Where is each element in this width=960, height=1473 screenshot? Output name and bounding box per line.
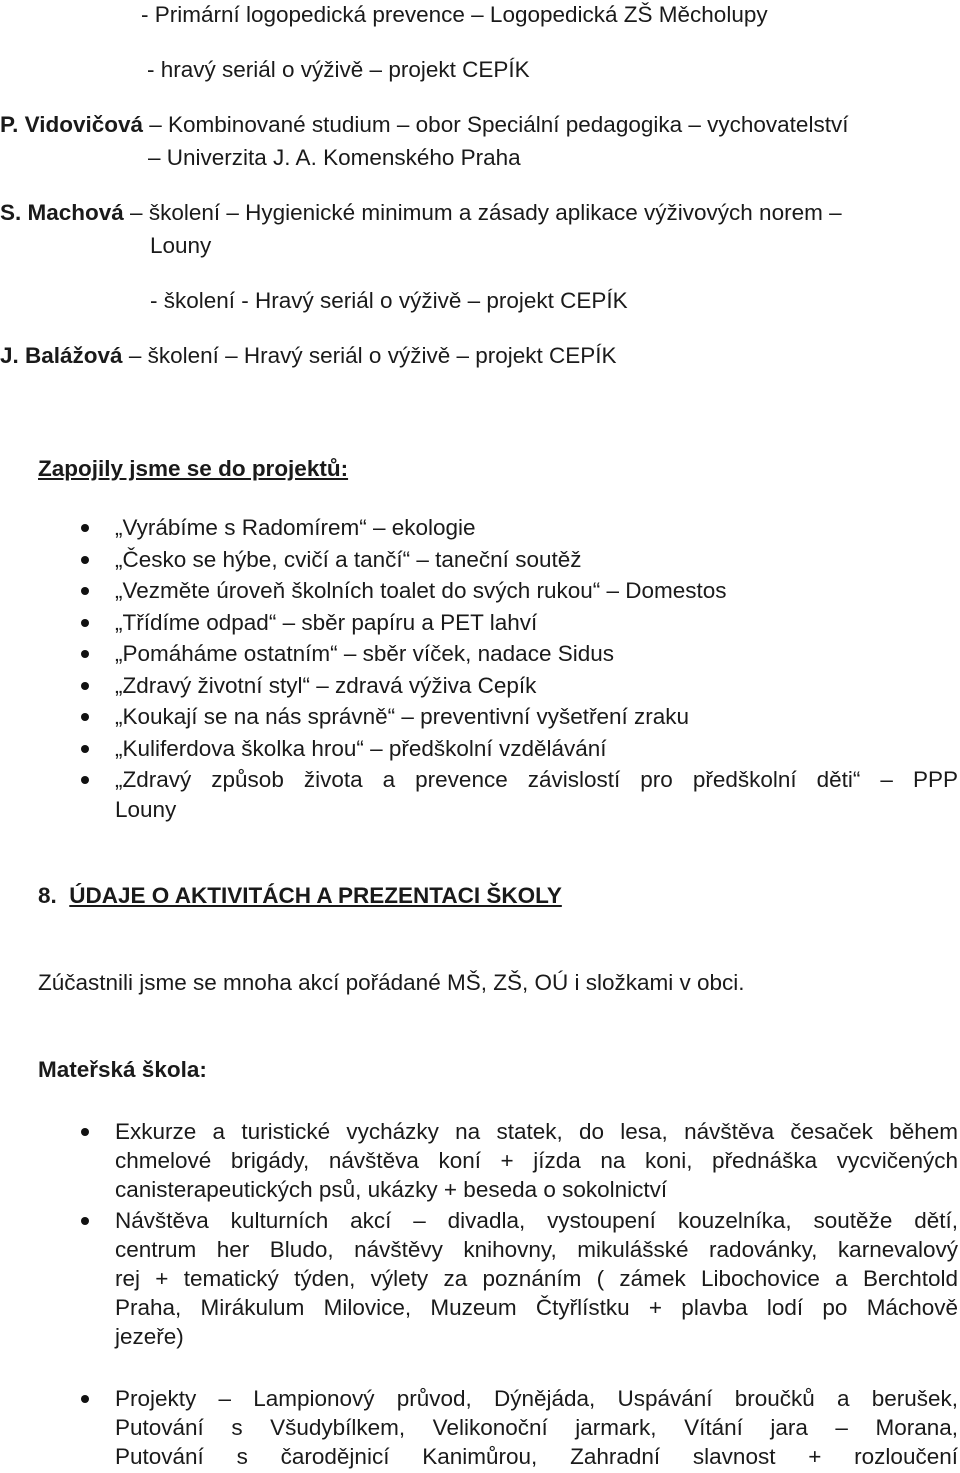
list-item: „Pomáháme ostatním“ – sběr víček, nadace Sidus	[115, 641, 614, 666]
paragraph-line: jezeře)	[115, 1324, 184, 1349]
projects-heading: Zapojily jsme se do projektů:	[38, 456, 349, 481]
paragraph-line: Návštěva kulturních akcí – divadla, vystoupení kouzelníka, soutěže dětí,	[115, 1208, 958, 1233]
list-item: „Kuliferdova školka hrou“ – předškolní vzdělávání	[115, 736, 607, 761]
section-number: 8.	[38, 883, 57, 908]
text-line: – Univerzita J. A. Komenského Praha	[148, 145, 521, 170]
section-heading	[38, 881, 562, 911]
list-item-continuation: Louny	[115, 797, 177, 822]
text-line: – Kombinované studium – obor Speciální pedagogika – vychovatelství	[149, 112, 849, 137]
list-item: „Zdravý životní styl“ – zdravá výživa Cepík	[115, 673, 537, 698]
staff-name: P. Vidovičová	[0, 112, 143, 137]
bullet-icon	[81, 524, 89, 532]
paragraph-line: canisterapeutických psů, ukázky + beseda o sokolnictví	[115, 1177, 668, 1202]
paragraph-line: centrum her Bludo, návštěvy knihovny, mikulášské radovánky, karnevalový	[115, 1237, 958, 1262]
bullet-icon	[81, 682, 89, 690]
staff-name: S. Machová	[0, 200, 124, 225]
text-line: – školení – Hygienické minimum a zásady aplikace výživových norem –	[123, 200, 842, 225]
list-item: „Koukají se na nás správně“ – preventivní vyšetření zraku	[115, 704, 690, 729]
paragraph-line: Projekty – Lampionový průvod, Dýnějáda, Uspávání broučků a berušek,	[115, 1386, 958, 1411]
staff-entry	[0, 341, 617, 371]
bullet-icon	[81, 776, 89, 784]
text-line: Louny	[150, 233, 212, 258]
bullet-icon	[81, 556, 89, 564]
list-item: „Vyrábíme s Radomírem“ – ekologie	[115, 515, 476, 540]
list-item: „Vezměte úroveň školních toalet do svých rukou“ – Domestos	[115, 578, 727, 603]
bullet-icon	[81, 1128, 89, 1136]
ms-heading: Mateřská škola:	[38, 1057, 207, 1082]
bullet-icon	[81, 587, 89, 595]
bullet-icon	[81, 1395, 89, 1403]
paragraph-line: chmelové brigády, návštěva koní + jízda na koni, přednáška vycvičených	[115, 1148, 958, 1173]
bullet-icon	[81, 745, 89, 753]
list-item: „Zdravý způsob života a prevence závislostí pro předškolní děti“ – PPP	[115, 767, 958, 792]
bullet-icon	[81, 619, 89, 627]
bullet-icon	[81, 713, 89, 721]
paragraph-line: rej + tematický týden, výlety za poznáním ( zámek Libochovice a Berchtold	[115, 1266, 958, 1291]
text-line: - školení - Hravý seriál o výživě – projekt CEPÍK	[150, 288, 628, 313]
staff-entry	[0, 110, 848, 140]
paragraph-line: Putování s čarodějnicí Kanimůrou, Zahradní slavnost + rozloučení	[115, 1444, 958, 1469]
text-line: – školení – Hravý seriál o výživě – projekt CEPÍK	[122, 343, 617, 368]
section-intro: Zúčastnili jsme se mnoha akcí pořádané MŠ, ZŠ, OÚ i složkami v obci.	[38, 970, 745, 995]
paragraph-line: Putování s Všudybílkem, Velikonoční jarmark, Vítání jara – Morana,	[115, 1415, 958, 1440]
staff-entry	[0, 198, 842, 228]
paragraph-line: Praha, Mirákulum Milovice, Muzeum Čtyřlístku + plavba lodí po Máchově	[115, 1295, 958, 1320]
list-item: „Česko se hýbe, cvičí a tančí“ – taneční soutěž	[115, 547, 582, 572]
paragraph-line: Exkurze a turistické vycházky na statek, do lesa, návštěva česaček během	[115, 1119, 958, 1144]
text-line: - hravý seriál o výživě – projekt CEPÍK	[147, 57, 530, 82]
list-item: „Třídíme odpad“ – sběr papíru a PET lahví	[115, 610, 538, 635]
bullet-icon	[81, 1217, 89, 1225]
text-line: - Primární logopedická prevence – Logopedická ZŠ Měcholupy	[141, 2, 768, 27]
bullet-icon	[81, 650, 89, 658]
section-title: ÚDAJE O AKTIVITÁCH A PREZENTACI ŠKOLY	[69, 883, 562, 908]
staff-name: J. Balážová	[0, 343, 123, 368]
